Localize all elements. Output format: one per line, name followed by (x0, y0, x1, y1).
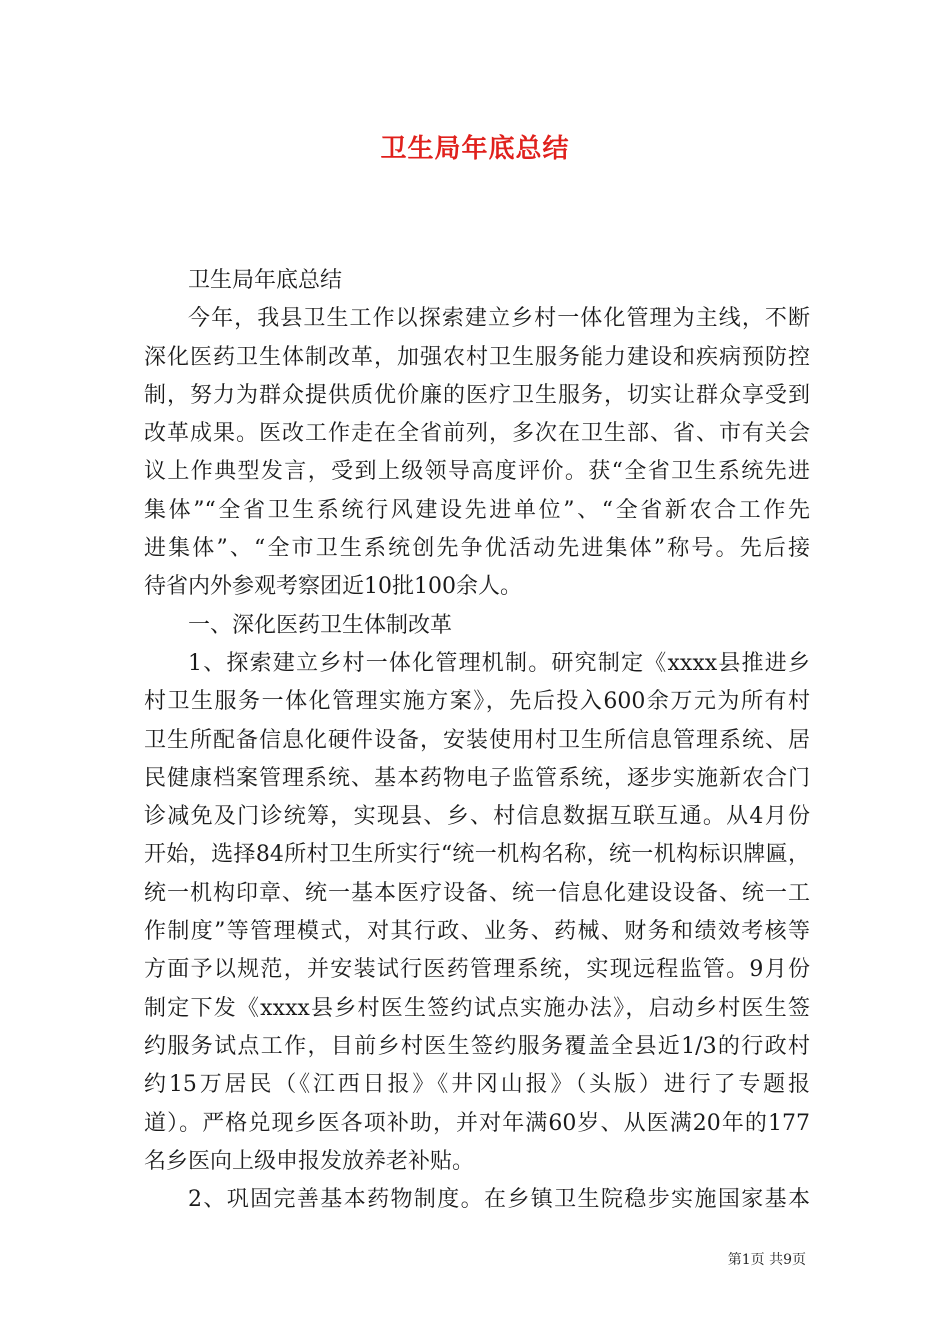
text-line: 进集体”、“全市卫生系统创先争优活动先进集体”称号。先后接 (144, 536, 810, 562)
text-line: 今年，我县卫生工作以探索建立乡村一体化管理为主线，不断 (188, 306, 810, 332)
text-line: 深化医药卫生体制改革，加强农村卫生服务能力建设和疾病预防控 (144, 344, 810, 370)
text-line: 村卫生服务一体化管理实施方案》，先后投入600余万元为所有村 (144, 689, 810, 715)
text-line: 一、深化医药卫生体制改革 (188, 612, 453, 638)
text-line: 卫生所配备信息化硬件设备，安装使用村卫生所信息管理系统、居 (144, 727, 810, 753)
text-line: 1、探索建立乡村一体化管理机制。研究制定《xxxx县推进乡 (188, 650, 810, 676)
text-line: 集体”“全省卫生系统行风建设先进单位”、“全省新农合工作先 (144, 497, 810, 523)
page-number-prefix: 第 (727, 1252, 742, 1268)
page-number-middle: 页 共 (750, 1252, 784, 1268)
text-line: 待省内外参观考察团近10批100余人。 (144, 574, 522, 600)
text-line: 制，努力为群众提供质优价廉的医疗卫生服务，切实让群众享受到 (144, 382, 810, 408)
text-line: 2、巩固完善基本药物制度。在乡镇卫生院稳步实施国家基本 (188, 1187, 810, 1213)
text-line: 约服务试点工作，目前乡村医生签约服务覆盖全县近1/3的行政村 (144, 1033, 810, 1059)
text-line: 议上作典型发言，受到上级领导高度评价。获“全省卫生系统先进 (144, 459, 810, 485)
page-number (728, 1249, 806, 1269)
text-line: 制定下发《xxxx县乡村医生签约试点实施办法》，启动乡村医生签 (144, 995, 810, 1021)
text-line: 名乡医向上级申报发放养老补贴。 (144, 1148, 475, 1174)
text-line: 统一机构印章、统一基本医疗设备、统一信息化建设设备、统一工 (144, 880, 810, 906)
text-line: 约15万居民（《江西日报》《井冈山报》（头版）进行了专题报 (144, 1072, 810, 1098)
text-line: 卫生局年底总结 (188, 268, 343, 293)
text-line: 道）。严格兑现乡医各项补助，并对年满60岁、从医满20年的177 (144, 1110, 810, 1136)
document-body (144, 262, 810, 1219)
text-line: 开始，选择84所村卫生所实行“统一机构名称，统一机构标识牌匾， (144, 842, 810, 868)
page-number-total: 9 (783, 1252, 792, 1268)
text-line: 民健康档案管理系统、基本药物电子监管系统，逐步实施新农合门 (144, 765, 810, 791)
page-number-current: 1 (741, 1252, 751, 1268)
text-line: 作制度”等管理模式，对其行政、业务、药械、财务和绩效考核等 (144, 919, 810, 945)
text-line: 诊减免及门诊统筹，实现县、乡、村信息数据互联互通。从4月份 (144, 804, 810, 830)
text-line: 改革成果。医改工作走在全省前列，多次在卫生部、省、市有关会 (144, 421, 810, 447)
page-number-suffix: 页 (792, 1252, 806, 1268)
text-line: 方面予以规范，并安装试行医药管理系统，实现远程监管。9月份 (144, 957, 810, 983)
page-title: 卫生局年底总结 (380, 134, 570, 164)
